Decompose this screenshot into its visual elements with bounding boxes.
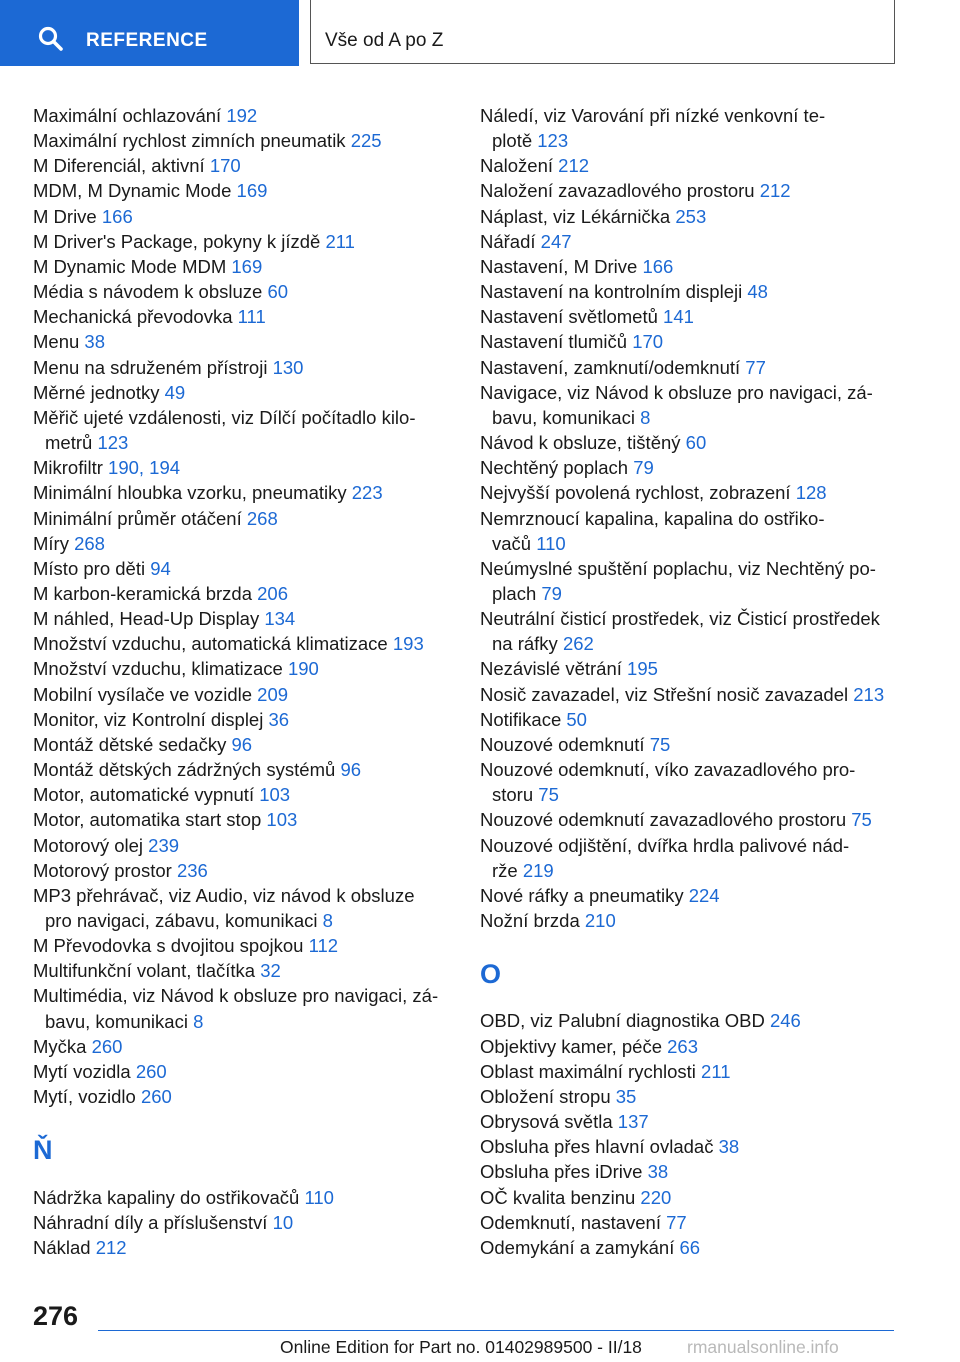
page-reference-link[interactable]: 77 [745, 356, 766, 378]
index-entry [33, 405, 453, 455]
page-reference-link[interactable]: 212 [759, 180, 791, 202]
entry-term: Míry [33, 532, 69, 554]
page-reference-link[interactable]: 49 [164, 381, 186, 403]
page-reference-link[interactable]: 246 [769, 1010, 801, 1032]
index-entry [33, 204, 453, 229]
page-reference-link[interactable]: 268 [246, 507, 278, 529]
page-reference-link[interactable]: 75 [851, 809, 872, 831]
footer-divider [98, 1330, 894, 1331]
index-entry [33, 304, 453, 329]
page-reference-link[interactable]: 260 [140, 1086, 172, 1108]
entry-term-continued: vačů [492, 532, 532, 554]
entry-term: Naložení [480, 155, 554, 177]
index-entry [480, 606, 900, 656]
index-entry [480, 455, 900, 480]
entry-term: Nové ráfky a pneumatiky [480, 884, 684, 906]
index-entry [33, 254, 453, 279]
index-entry [480, 1235, 900, 1260]
entry-term: Nechtěný poplach [480, 457, 629, 479]
index-entry [33, 707, 453, 732]
index-entry [480, 1109, 900, 1134]
index-entry [33, 858, 453, 883]
entry-term: Média s návodem k obsluze [33, 281, 263, 303]
page-reference-link[interactable]: 79 [633, 457, 654, 479]
page-reference-link[interactable]: 253 [675, 205, 707, 227]
page-reference-link[interactable]: 213 [853, 683, 885, 705]
page-reference-link[interactable]: 224 [688, 884, 720, 906]
page-reference-link[interactable]: 8 [640, 406, 651, 428]
entry-term: Obložení stropu [480, 1085, 611, 1107]
breadcrumb-title: Vše od A po Z [325, 30, 444, 51]
index-entry [480, 883, 900, 908]
page-reference-link[interactable]: 32 [260, 960, 281, 982]
page-reference-link[interactable]: 77 [666, 1211, 687, 1233]
index-entry [33, 1185, 453, 1210]
entry-term: Nouzové odemknutí, víko zavazadlového pro- [480, 759, 856, 781]
entry-term: Objektivy kamer, péče [480, 1035, 662, 1057]
entry-term: Multifunkční volant, tlačítka [33, 960, 256, 982]
page-reference-link[interactable]: 190 [287, 658, 319, 680]
entry-term: OČ kvalita benzinu [480, 1186, 636, 1208]
entry-term: Množství vzduchu, klimatizace [33, 658, 283, 680]
entry-term: Oblast maximální rychlosti [480, 1060, 696, 1082]
index-entry [480, 329, 900, 354]
index-entry [33, 1084, 453, 1109]
entry-term: M karbon-keramická brzda [33, 582, 252, 604]
entry-term: Navigace, viz Návod k obsluze pro navigaci, zá- [480, 381, 873, 403]
page-reference-link[interactable]: 79 [541, 582, 562, 604]
index-entry [480, 1059, 900, 1084]
page-reference-link[interactable]: 94 [150, 557, 171, 579]
entry-term: Odemykání a zamykání [480, 1236, 675, 1258]
entry-term: Minimální průměr otáčení [33, 507, 242, 529]
entry-term: Montáž dětských zádržných systémů [33, 759, 336, 781]
index-entry [480, 1084, 900, 1109]
index-entry [33, 355, 453, 380]
page-reference-link[interactable]: 96 [340, 759, 362, 781]
page-reference-link[interactable]: 247 [540, 230, 572, 252]
page-number: 276 [33, 1301, 79, 1331]
page-reference-link[interactable]: 195 [627, 658, 658, 680]
entry-term: M náhled, Head-Up Display [33, 608, 260, 630]
entry-term: Mechanická převodovka [33, 306, 233, 328]
entry-term: Obrysová světla [480, 1111, 613, 1133]
index-entry [480, 380, 900, 430]
entry-term: Myčka [33, 1035, 87, 1057]
index-entry [33, 329, 453, 354]
entry-term: Nastavení na kontrolním displeji [480, 281, 743, 303]
index-entry [480, 1134, 900, 1159]
page-reference-link[interactable]: 110 [536, 532, 566, 554]
page-reference-link[interactable]: 166 [642, 255, 674, 277]
entry-term: Návod k obsluze, tištěný [480, 432, 681, 454]
page-reference-link[interactable]: 239 [148, 834, 180, 856]
index-column-left [33, 103, 453, 1260]
entry-term: Obsluha přes iDrive [480, 1161, 643, 1183]
page-reference-link[interactable]: 111 [237, 306, 266, 328]
index-entry [480, 304, 900, 329]
entry-term: Multimédia, viz Návod k obsluze pro navigaci, zá- [33, 985, 439, 1007]
entry-term: MDM, M Dynamic Mode [33, 180, 232, 202]
index-entry [480, 656, 900, 681]
page-reference-link[interactable]: 192 [226, 105, 258, 126]
entry-term: Neúmyslné spuštění poplachu, viz Nechtěný po- [480, 557, 876, 579]
page-reference-link[interactable]: 169 [231, 255, 263, 277]
entry-term: Menu [33, 331, 80, 353]
page-reference-link[interactable]: 263 [667, 1035, 699, 1057]
index-entry [33, 506, 453, 531]
index-entry [480, 430, 900, 455]
page-reference-link[interactable]: 169 [236, 180, 268, 202]
entry-term: Náplast, viz Lékárnička [480, 205, 671, 227]
page-reference-link[interactable]: 262 [562, 633, 594, 655]
index-entry [33, 455, 453, 480]
entry-term: Motor, automatické vypnutí [33, 784, 255, 806]
entry-term: Nastavení, zamknutí/odemknutí [480, 356, 741, 378]
page-reference-link[interactable]: 236 [176, 859, 208, 881]
index-entry [33, 631, 453, 656]
page-reference-link[interactable]: 110 [304, 1186, 334, 1208]
page-reference-link[interactable]: 38 [84, 331, 105, 353]
page-reference-link[interactable]: 38 [647, 1161, 669, 1183]
index-entry [33, 178, 453, 203]
entry-term: Množství vzduchu, automatická klimatizace [33, 633, 388, 655]
index-entry [33, 153, 453, 178]
section-letter: O [480, 959, 502, 990]
page-reference-link[interactable]: 219 [522, 859, 554, 881]
index-entry [33, 581, 453, 606]
index-entry [33, 833, 453, 858]
page-reference-link[interactable]: 50 [566, 708, 587, 730]
section-letter: Ň [33, 1135, 53, 1166]
entry-term: Motorový olej [33, 834, 144, 856]
entry-term: Minimální hloubka vzorku, pneumatiky [33, 482, 347, 504]
index-entry [33, 480, 453, 505]
watermark: rmanualsonline.info [687, 1337, 839, 1357]
entry-term: Maximální ochlazování [33, 105, 222, 126]
entry-term-continued: plotě [492, 130, 533, 152]
page-reference-link[interactable]: 212 [558, 155, 590, 177]
entry-term: Mytí vozidla [33, 1060, 131, 1082]
entry-term: Nouzové odemknutí [480, 733, 645, 755]
entry-term: Menu na sdruženém přístroji [33, 356, 268, 378]
index-entry [480, 908, 900, 933]
entry-term: Notifikace [480, 708, 562, 730]
page-reference-link[interactable]: 75 [538, 784, 559, 806]
page-reference-link[interactable]: 60 [685, 432, 707, 454]
breadcrumb [310, 0, 895, 64]
reference-tab[interactable] [0, 0, 299, 66]
index-entry [33, 1235, 453, 1260]
page-reference-link[interactable]: 220 [640, 1186, 672, 1208]
page-reference-link[interactable]: 35 [615, 1085, 637, 1107]
index-entry [33, 1059, 453, 1084]
entry-term: Náhradní díly a příslušenství [33, 1211, 268, 1233]
index-entry [480, 1034, 900, 1059]
page-reference-link[interactable]: 128 [795, 482, 827, 504]
entry-term-continued: na ráfky [492, 633, 558, 655]
entry-term: Místo pro děti [33, 557, 146, 579]
entry-term: Nádržka kapaliny do ostřikovačů [33, 1186, 300, 1208]
index-entry [33, 757, 453, 782]
entry-term: OBD, viz Palubní diagnostika OBD [480, 1010, 765, 1032]
index-entry [480, 153, 900, 178]
index-entry [480, 833, 900, 883]
reference-tab-label: REFERENCE [86, 30, 208, 51]
entry-term: Monitor, viz Kontrolní displej [33, 708, 264, 730]
entry-term: MP3 přehrávač, viz Audio, viz návod k obsluze [33, 884, 415, 906]
page-reference-link[interactable]: 170 [632, 331, 664, 353]
entry-term: Montáž dětské sedačky [33, 733, 227, 755]
index-entry [480, 556, 900, 606]
page-reference-link[interactable]: 10 [272, 1211, 294, 1233]
search-icon [38, 26, 64, 52]
page-reference-link[interactable]: 103 [259, 784, 291, 806]
entry-term: Motor, automatika start stop [33, 809, 262, 831]
index-entry [33, 606, 453, 631]
index-entry [33, 128, 453, 153]
index-entry [33, 732, 453, 757]
page-reference-link[interactable]: 141 [663, 306, 694, 328]
entry-term: Nouzové odemknutí zavazadlového prostoru [480, 809, 847, 831]
entry-term: Nožní brzda [480, 910, 580, 931]
entry-term: M Převodovka s dvojitou spojkou [33, 935, 304, 957]
page-reference-link[interactable]: 8 [322, 910, 333, 931]
page-reference-link[interactable]: 103 [266, 809, 298, 831]
page-reference-link[interactable]: 210 [584, 910, 616, 931]
entry-term: Nastavení, M Drive [480, 255, 638, 277]
index-entry [480, 707, 900, 732]
index-entry [480, 732, 900, 757]
index-entry [33, 933, 453, 958]
index-column-right [480, 103, 900, 1260]
page-reference-link[interactable]: 209 [257, 683, 289, 705]
index-entry [480, 757, 900, 807]
index-entry [33, 782, 453, 807]
entry-term-continued: plach [492, 582, 537, 604]
index-entry [480, 279, 900, 304]
entry-term: Nastavení světlometů [480, 306, 658, 328]
page-reference-link[interactable]: 137 [617, 1111, 649, 1133]
entry-term-continued: storu [492, 784, 534, 806]
page-reference-link[interactable]: 75 [649, 733, 671, 755]
page-reference-link[interactable]: 123 [537, 130, 569, 152]
page-reference-link[interactable]: 193 [392, 633, 424, 655]
page-reference-link[interactable]: 260 [135, 1060, 167, 1082]
index-entry [33, 1210, 453, 1235]
entry-term: Mikrofiltr [33, 457, 103, 479]
entry-term: Mytí, vozidlo [33, 1086, 136, 1108]
entry-term: Maximální rychlost zimních pneumatik [33, 130, 346, 152]
index-entry [480, 178, 900, 203]
entry-term: Odemknutí, nastavení [480, 1211, 661, 1233]
index-entry [480, 355, 900, 380]
entry-term: Obsluha přes hlavní ovladač [480, 1136, 714, 1158]
index-entry [33, 807, 453, 832]
entry-term: M Drive [33, 205, 97, 227]
page-reference-link[interactable]: 112 [308, 935, 339, 957]
page-reference-link[interactable]: 38 [718, 1136, 740, 1158]
entry-term: Nosič zavazadel, viz Střešní nosič zavazadel [480, 683, 849, 705]
footer-edition: Online Edition for Part no. 01402989500 - II/18 [280, 1337, 642, 1357]
page-reference-link[interactable]: 190, 194 [108, 457, 181, 479]
index-entry [33, 556, 453, 581]
page-reference-link[interactable]: 66 [679, 1236, 701, 1258]
index-entry [33, 883, 453, 933]
entry-term: Měrné jednotky [33, 381, 160, 403]
page-reference-link[interactable]: 268 [74, 532, 105, 554]
page-reference-link[interactable]: 123 [97, 432, 129, 454]
entry-term: Nezávislé větrání [480, 658, 622, 680]
index-entry [480, 506, 900, 556]
entry-term: Nouzové odjištění, dvířka hrdla palivové nád- [480, 834, 850, 856]
page-reference-link[interactable]: 134 [264, 608, 296, 630]
entry-term: Měřič ujeté vzdálenosti, viz Dílčí počítadlo kilo- [33, 406, 416, 428]
entry-term: M Dynamic Mode MDM [33, 255, 227, 277]
index-entry [33, 380, 453, 405]
entry-term-continued: bavu, komunikaci [492, 406, 635, 428]
entry-term: Nastavení tlumičů [480, 331, 628, 353]
page-reference-link[interactable]: 170 [209, 155, 241, 177]
page-reference-link[interactable]: 260 [91, 1035, 123, 1057]
header [0, 0, 960, 66]
index-entry [480, 204, 900, 229]
index-entry [33, 983, 453, 1033]
index-entry [33, 682, 453, 707]
index-entry [33, 656, 453, 681]
index-entry [480, 1159, 900, 1184]
index-entry [33, 103, 453, 128]
entry-term: Náklad [33, 1236, 91, 1258]
entry-term: M Driver's Package, pokyny k jízdě [33, 230, 321, 252]
index-entry [480, 682, 900, 707]
index-entry [33, 531, 453, 556]
page-reference-link[interactable]: 223 [351, 482, 383, 504]
page-reference-link[interactable]: 60 [267, 281, 289, 303]
index-entry [480, 1185, 900, 1210]
page-reference-link[interactable]: 8 [193, 1010, 204, 1032]
entry-term: Naložení zavazadlového prostoru [480, 180, 755, 202]
index-entry [480, 103, 900, 153]
entry-term-continued: rže [492, 859, 518, 881]
page-reference-link[interactable]: 211 [701, 1060, 731, 1082]
page-reference-link[interactable]: 36 [268, 708, 290, 730]
page-reference-link[interactable]: 48 [747, 281, 768, 303]
index-entry [480, 254, 900, 279]
page-reference-link[interactable]: 212 [95, 1236, 127, 1258]
page-reference-link[interactable]: 211 [325, 230, 355, 252]
index-entry [480, 1008, 900, 1033]
entry-term: Neutrální čisticí prostředek, viz Čisticí prostředek [480, 608, 880, 630]
entry-term-continued: pro navigaci, zábavu, komunikaci [45, 910, 318, 931]
page-reference-link[interactable]: 206 [257, 582, 289, 604]
index-entry [33, 1034, 453, 1059]
entry-term-continued: metrů [45, 432, 93, 454]
index-entry [480, 229, 900, 254]
entry-term-continued: bavu, komunikaci [45, 1010, 188, 1032]
index-entry [33, 958, 453, 983]
page-reference-link[interactable]: 130 [272, 356, 304, 378]
page-reference-link[interactable]: 225 [350, 130, 382, 152]
index-entry [480, 807, 900, 832]
index-entry [480, 480, 900, 505]
entry-term: Nemrznoucí kapalina, kapalina do ostřiko- [480, 507, 825, 529]
page-reference-link[interactable]: 96 [231, 733, 253, 755]
index-entry [33, 229, 453, 254]
entry-term: Nejvyšší povolená rychlost, zobrazení [480, 482, 791, 504]
entry-term: Náledí, viz Varování při nízké venkovní te- [480, 105, 826, 126]
entry-term: M Diferenciál, aktivní [33, 155, 205, 177]
index-entry [33, 279, 453, 304]
index-entry [480, 1210, 900, 1235]
entry-term: Mobilní vysílače ve vozidle [33, 683, 253, 705]
entry-term: Nářadí [480, 230, 536, 252]
page-reference-link[interactable]: 166 [101, 205, 133, 227]
entry-term: Motorový prostor [33, 859, 172, 881]
